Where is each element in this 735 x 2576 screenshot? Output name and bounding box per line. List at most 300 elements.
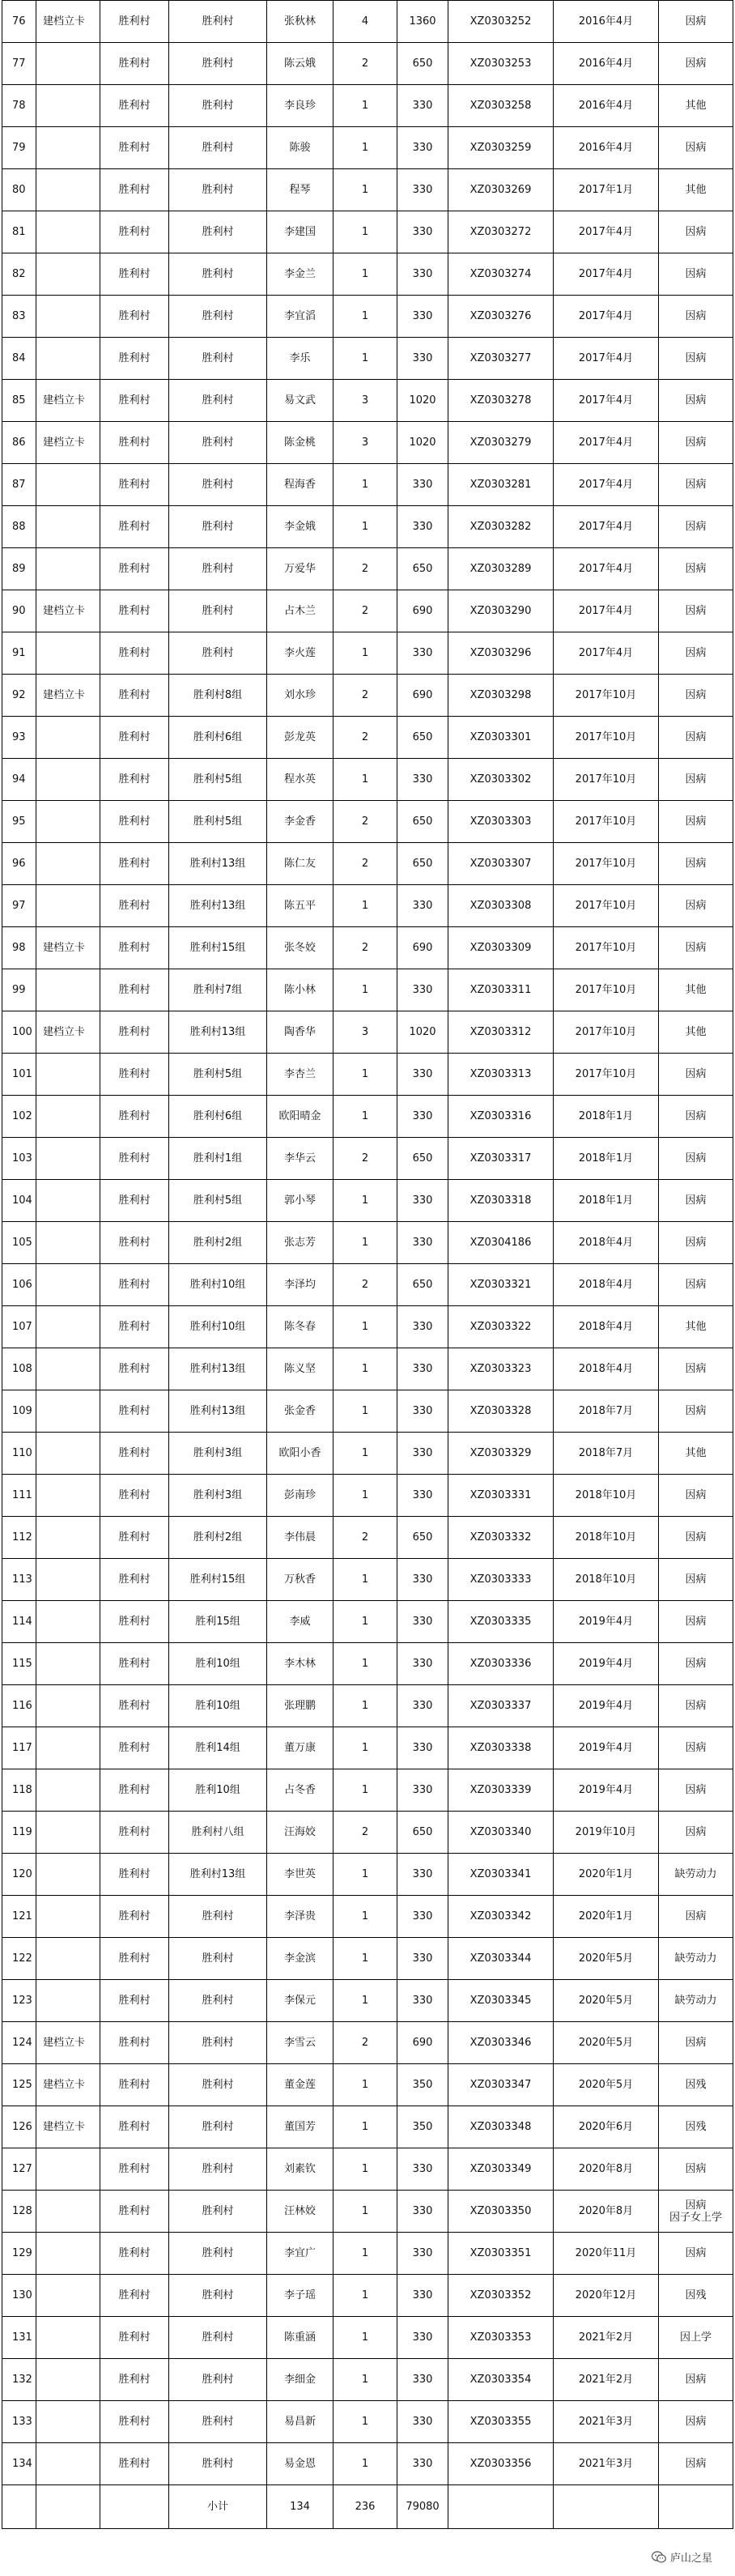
table-row [2,1180,733,1222]
amount-cell: 350 [397,2064,448,2106]
reason-line: 因病 [685,2199,707,2212]
record-code-cell: XZ0303333 [448,1559,554,1601]
record-code-cell: XZ0303296 [448,632,554,675]
start-date-cell: 2018年10月 [554,1517,659,1559]
village-cell: 胜利村 [100,85,169,127]
household-count-cell: 1 [334,1222,397,1264]
amount-cell: 650 [397,1138,448,1180]
reason-cell: 因病 [659,1601,733,1643]
reason-cell: 因病 [659,927,733,969]
record-code-cell: XZ0303277 [448,338,554,380]
start-date-cell: 2020年1月 [554,1854,659,1896]
household-count-cell: 1 [334,2064,397,2106]
recipient-name-cell: 陶香华 [267,1011,334,1054]
row-number-cell: 103 [2,1138,36,1180]
village-cell: 胜利村 [100,1180,169,1222]
recipient-name-cell: 李保元 [267,1980,334,2022]
start-date-cell: 2017年4月 [554,590,659,632]
household-count-cell: 2 [334,717,397,759]
reason-line: 因子女上学 [669,2211,722,2224]
household-count-cell: 1 [334,464,397,506]
row-number-cell: 88 [2,506,36,548]
recipient-name-cell: 陈冬春 [267,1306,334,1348]
row-number-cell: 85 [2,380,36,422]
village-group-cell: 胜利村 [169,2148,267,2191]
recipient-name-cell: 李雪云 [267,2022,334,2064]
table-row [2,1559,733,1601]
record-code-cell: XZ0303342 [448,1896,554,1938]
reason-cell: 因病 [659,1138,733,1180]
poverty-mark-cell: 建档立卡 [36,2022,100,2064]
poverty-mark-cell [36,1222,100,1264]
table-row [2,1348,733,1390]
village-cell: 胜利村 [100,843,169,885]
village-group-cell: 胜利村 [169,422,267,464]
poverty-mark-cell [36,253,100,296]
reason-cell: 因病 [659,2401,733,2443]
poverty-mark-cell [36,2443,100,2485]
village-group-cell: 胜利村10组 [169,1306,267,1348]
village-cell: 胜利村 [100,1138,169,1180]
start-date-cell: 2020年6月 [554,2106,659,2148]
village-group-cell: 胜利村 [169,2275,267,2317]
table-row [2,759,733,801]
start-date-cell: 2019年4月 [554,1727,659,1769]
table-row [2,843,733,885]
record-code-cell: XZ0303351 [448,2233,554,2275]
row-number-cell: 123 [2,1980,36,2022]
recipient-name-cell: 占冬香 [267,1769,334,1812]
start-date-cell: 2018年1月 [554,1180,659,1222]
row-number-cell: 90 [2,590,36,632]
amount-cell: 330 [397,1980,448,2022]
village-cell: 胜利村 [100,2275,169,2317]
record-code-cell: XZ0303276 [448,296,554,338]
village-group-cell: 胜利村 [169,2443,267,2485]
poverty-mark-cell [36,1559,100,1601]
row-number-cell: 82 [2,253,36,296]
poverty-mark-cell [36,1980,100,2022]
amount-cell: 330 [397,85,448,127]
record-code-cell: XZ0303278 [448,380,554,422]
household-count-cell: 1 [334,1643,397,1685]
poverty-mark-cell [36,211,100,253]
amount-cell: 330 [397,2317,448,2359]
table-row [2,1390,733,1433]
village-group-cell: 胜利村3组 [169,1475,267,1517]
village-group-cell: 胜利村2组 [169,1222,267,1264]
amount-cell: 330 [397,169,448,211]
poverty-mark-cell [36,1517,100,1559]
start-date-cell: 2019年4月 [554,1643,659,1685]
table-row [2,2359,733,2401]
reason-cell: 因病 [659,464,733,506]
village-group-cell: 胜利村5组 [169,801,267,843]
wechat-icon [652,2551,666,2564]
village-cell: 胜利村 [100,548,169,590]
household-count-cell: 1 [334,1390,397,1433]
village-cell: 胜利村 [100,1054,169,1096]
reason-cell: 因病 [659,338,733,380]
row-number-cell: 96 [2,843,36,885]
poverty-mark-cell [36,2191,100,2233]
village-cell: 胜利村 [100,1390,169,1433]
village-group-cell: 胜利村13组 [169,1854,267,1896]
table-row [2,2443,733,2485]
amount-cell: 330 [397,2191,448,2233]
start-date-cell: 2020年8月 [554,2191,659,2233]
start-date-cell: 2018年4月 [554,1306,659,1348]
reason-cell: 因病 [659,1812,733,1854]
household-count-cell: 2 [334,43,397,85]
amount-cell: 650 [397,1812,448,1854]
row-number-cell: 108 [2,1348,36,1390]
start-date-cell: 2016年4月 [554,1,659,43]
recipient-name-cell: 李金娥 [267,506,334,548]
amount-cell: 330 [397,1643,448,1685]
recipient-name-cell: 易文武 [267,380,334,422]
amount-cell: 330 [397,759,448,801]
reason-cell [659,2191,733,2233]
recipient-name-cell: 张理鹏 [267,1685,334,1727]
poverty-mark-cell: 建档立卡 [36,422,100,464]
amount-cell: 330 [397,2233,448,2275]
table-row [2,1,733,43]
recipient-name-cell: 李宜滔 [267,296,334,338]
village-group-cell: 胜利10组 [169,1685,267,1727]
row-number-cell: 129 [2,2233,36,2275]
relief-recipient-table [2,0,733,2529]
start-date-cell: 2017年10月 [554,969,659,1011]
record-code-cell: XZ0304186 [448,1222,554,1264]
row-number-cell: 128 [2,2191,36,2233]
household-count-cell: 1 [334,506,397,548]
row-number-cell: 130 [2,2275,36,2317]
row-number-cell: 81 [2,211,36,253]
start-date-cell: 2016年4月 [554,127,659,169]
poverty-mark-cell [36,2148,100,2191]
village-cell: 胜利村 [100,1812,169,1854]
amount-cell: 330 [397,2443,448,2485]
household-count-cell: 2 [334,1138,397,1180]
poverty-mark-cell [36,1601,100,1643]
reason-cell: 因病 [659,253,733,296]
village-cell: 胜利村 [100,1896,169,1938]
reason-cell: 因病 [659,1517,733,1559]
village-cell: 胜利村 [100,2064,169,2106]
start-date-cell: 2019年4月 [554,1685,659,1727]
recipient-name-cell: 李乐 [267,338,334,380]
village-cell: 胜利村 [100,211,169,253]
amount-cell: 330 [397,1096,448,1138]
start-date-cell: 2020年8月 [554,2148,659,2191]
table-row [2,717,733,759]
village-group-cell: 胜利村8组 [169,675,267,717]
amount-cell: 330 [397,211,448,253]
recipient-name-cell: 陈义坚 [267,1348,334,1390]
recipient-name-cell: 董国芳 [267,2106,334,2148]
household-count-cell: 1 [334,1559,397,1601]
row-number-cell: 101 [2,1054,36,1096]
start-date-cell: 2018年10月 [554,1559,659,1601]
table-row [2,1222,733,1264]
start-date-cell: 2018年7月 [554,1433,659,1475]
household-count-cell: 3 [334,422,397,464]
amount-cell: 650 [397,717,448,759]
recipient-name-cell: 李火莲 [267,632,334,675]
row-number-cell: 112 [2,1517,36,1559]
household-count-cell: 1 [334,2275,397,2317]
reason-cell: 因上学 [659,2317,733,2359]
row-number-cell: 76 [2,1,36,43]
village-cell: 胜利村 [100,1938,169,1980]
poverty-mark-cell [36,2401,100,2443]
amount-cell: 330 [397,969,448,1011]
village-group-cell: 胜利村 [169,2191,267,2233]
row-number-cell: 109 [2,1390,36,1433]
reason-cell: 因病 [659,801,733,843]
village-cell: 胜利村 [100,1433,169,1475]
recipient-name-cell: 陈重涵 [267,2317,334,2359]
reason-cell: 因病 [659,2233,733,2275]
poverty-mark-cell [36,506,100,548]
reason-cell: 因病 [659,1390,733,1433]
village-cell: 胜利村 [100,2022,169,2064]
reason-cell: 因病 [659,2022,733,2064]
record-code-cell: XZ0303318 [448,1180,554,1222]
household-count-cell: 2 [334,548,397,590]
recipient-name-cell: 张冬姣 [267,927,334,969]
reason-cell: 其他 [659,169,733,211]
household-count-cell: 4 [334,1,397,43]
start-date-cell: 2019年10月 [554,1812,659,1854]
household-count-cell: 1 [334,1854,397,1896]
start-date-cell: 2020年5月 [554,1938,659,1980]
village-cell: 胜利村 [100,127,169,169]
poverty-mark-cell [36,169,100,211]
row-number-cell: 93 [2,717,36,759]
recipient-name-cell: 易金恩 [267,2443,334,2485]
amount-cell: 1360 [397,1,448,43]
recipient-name-cell: 陈五平 [267,885,334,927]
amount-cell: 690 [397,927,448,969]
amount-cell: 330 [397,2275,448,2317]
amount-cell: 330 [397,253,448,296]
row-number-cell: 122 [2,1938,36,1980]
record-code-cell: XZ0303309 [448,927,554,969]
amount-cell: 330 [397,1475,448,1517]
village-cell: 胜利村 [100,296,169,338]
table-row [2,127,733,169]
table-row [2,169,733,211]
row-number-cell: 106 [2,1264,36,1306]
record-code-cell: XZ0303298 [448,675,554,717]
household-count-cell: 1 [334,2317,397,2359]
poverty-mark-cell [36,969,100,1011]
start-date-cell: 2017年4月 [554,548,659,590]
amount-cell: 330 [397,1433,448,1475]
village-cell: 胜利村 [100,464,169,506]
poverty-mark-cell [36,1433,100,1475]
village-cell: 胜利村 [100,759,169,801]
village-group-cell: 胜利村 [169,2317,267,2359]
row-number-cell: 124 [2,2022,36,2064]
village-cell: 胜利村 [100,2148,169,2191]
record-code-cell: XZ0303281 [448,464,554,506]
row-number-cell: 99 [2,969,36,1011]
reason-cell: 缺劳动力 [659,1980,733,2022]
row-number-cell: 131 [2,2317,36,2359]
table-row [2,296,733,338]
start-date-cell: 2017年10月 [554,1011,659,1054]
row-number-cell: 77 [2,43,36,85]
recipient-name-cell: 董万康 [267,1727,334,1769]
start-date-cell: 2018年10月 [554,1475,659,1517]
start-date-cell: 2016年4月 [554,43,659,85]
record-code-cell: XZ0303337 [448,1685,554,1727]
record-code-cell: XZ0303352 [448,2275,554,2317]
household-count-cell: 1 [334,1896,397,1938]
table-row [2,1433,733,1475]
table-row [2,1475,733,1517]
row-number-cell: 102 [2,1096,36,1138]
reason-cell: 因病 [659,1222,733,1264]
poverty-mark-cell [36,1938,100,1980]
start-date-cell: 2021年3月 [554,2443,659,2485]
household-count-cell: 1 [334,127,397,169]
amount-cell: 1020 [397,422,448,464]
household-count-cell: 1 [334,1054,397,1096]
household-count-cell: 1 [334,253,397,296]
row-number-cell: 84 [2,338,36,380]
poverty-mark-cell [36,1812,100,1854]
record-code-cell: XZ0303339 [448,1769,554,1812]
start-date-cell: 2018年1月 [554,1096,659,1138]
village-group-cell: 胜利村 [169,43,267,85]
recipient-name-cell: 李细金 [267,2359,334,2401]
recipient-name-cell: 汪林姣 [267,2191,334,2233]
reason-cell: 因病 [659,1096,733,1138]
village-group-cell: 胜利村13组 [169,885,267,927]
village-cell: 胜利村 [100,1222,169,1264]
village-cell: 胜利村 [100,1,169,43]
reason-cell: 其他 [659,1011,733,1054]
recipient-name-cell: 张志芳 [267,1222,334,1264]
table-row [2,2275,733,2317]
recipient-name-cell: 李金滨 [267,1938,334,1980]
row-number-cell: 94 [2,759,36,801]
recipient-name-cell: 占木兰 [267,590,334,632]
village-group-cell: 胜利村13组 [169,843,267,885]
village-group-cell: 胜利村10组 [169,1264,267,1306]
start-date-cell: 2021年2月 [554,2317,659,2359]
start-date-cell: 2017年10月 [554,843,659,885]
table-row [2,380,733,422]
table-row [2,2022,733,2064]
watermark [647,2548,717,2566]
table-row [2,1980,733,2022]
household-count-cell: 3 [334,1011,397,1054]
poverty-mark-cell [36,338,100,380]
household-count-cell: 1 [334,1980,397,2022]
record-code-cell: XZ0303252 [448,1,554,43]
record-code-cell: XZ0303272 [448,211,554,253]
recipient-name-cell: 李子瑶 [267,2275,334,2317]
village-group-cell: 胜利村 [169,2064,267,2106]
row-number-cell: 86 [2,422,36,464]
row-number-cell: 120 [2,1854,36,1896]
start-date-cell: 2017年10月 [554,927,659,969]
recipient-name-cell: 欧阳小香 [267,1433,334,1475]
start-date-cell: 2021年3月 [554,2401,659,2443]
reason-cell: 因残 [659,2064,733,2106]
village-group-cell: 胜利村15组 [169,1559,267,1601]
reason-cell: 因病 [659,211,733,253]
amount-cell: 650 [397,801,448,843]
start-date-cell: 2018年4月 [554,1222,659,1264]
table-row [2,464,733,506]
table-row [2,927,733,969]
record-code-cell: XZ0303332 [448,1517,554,1559]
poverty-mark-cell [36,1180,100,1222]
village-cell: 胜利村 [100,2106,169,2148]
reason-cell: 因残 [659,2275,733,2317]
table-body [2,1,733,2529]
amount-cell: 330 [397,2401,448,2443]
recipient-name-cell: 陈仁友 [267,843,334,885]
record-code-cell: XZ0303331 [448,1475,554,1517]
village-cell: 胜利村 [100,927,169,969]
poverty-mark-cell [36,2275,100,2317]
village-group-cell: 胜利村 [169,464,267,506]
village-cell: 胜利村 [100,1685,169,1727]
poverty-mark-cell [36,1054,100,1096]
row-number-cell: 126 [2,2106,36,2148]
amount-cell: 330 [397,464,448,506]
reason-cell: 因病 [659,548,733,590]
household-count-cell: 2 [334,1264,397,1306]
village-cell: 胜利村 [100,1475,169,1517]
record-code-cell: XZ0303335 [448,1601,554,1643]
village-group-cell: 胜利村 [169,296,267,338]
recipient-name-cell: 董金莲 [267,2064,334,2106]
recipient-name-cell: 李威 [267,1601,334,1643]
start-date-cell: 2017年10月 [554,675,659,717]
row-number-cell: 107 [2,1306,36,1348]
village-group-cell: 胜利10组 [169,1769,267,1812]
household-count-cell: 2 [334,927,397,969]
amount-cell: 330 [397,1727,448,1769]
household-count-cell: 1 [334,1769,397,1812]
start-date-cell: 2018年4月 [554,1348,659,1390]
poverty-mark-cell [36,1727,100,1769]
poverty-mark-cell [36,885,100,927]
start-date-cell: 2017年4月 [554,338,659,380]
amount-cell: 350 [397,2106,448,2148]
record-code-cell: XZ0303323 [448,1348,554,1390]
recipient-name-cell: 刘素钦 [267,2148,334,2191]
table-row [2,1138,733,1180]
village-group-cell: 胜利村2组 [169,1517,267,1559]
recipient-name-cell: 欧阳晴金 [267,1096,334,1138]
poverty-mark-cell [36,2233,100,2275]
village-group-cell: 胜利村 [169,1,267,43]
reason-cell: 因病 [659,759,733,801]
poverty-mark-cell: 建档立卡 [36,1011,100,1054]
poverty-mark-cell [36,1306,100,1348]
recipient-name-cell: 李泽均 [267,1264,334,1306]
amount-cell: 330 [397,2148,448,2191]
